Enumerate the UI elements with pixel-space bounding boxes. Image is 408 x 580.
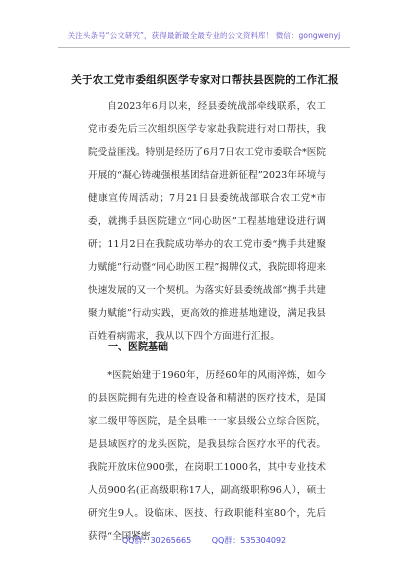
header-promo-text: 关注头条号“公文研究”，获得最新最全最专业的公文资料库！ 微信：gongwenyj xyxy=(67,31,341,40)
footer-qq-group-2: QQ群：535304092 xyxy=(211,536,287,545)
paragraph-hospital-basics: *医院始建于1960年，历经60年的风雨淬炼，如今的县医院拥有先进的检查设备和精湛的医疗技术，是国家二级甲等医院，是全县唯一一家县级公立综合医院，是县域医疗的龙头医院，是我县综合医疗水平的代表。我院开放床位900张，在岗职工1000名，其中专业技术人员900名(正高级职称17人，副高级职称96人），硕士研究生9人。设临床、医技、行政职能科室80个，先后获得“全国紧密 xyxy=(88,370,326,542)
header-divider xyxy=(58,47,350,48)
paragraph-intro: 自2023年6月以来，经县委统战部牵线联系，农工党市委先后三次组织医学专家赴我院进行对口帮扶，我院受益匪浅。特别是经历了6月7日农工党市委联合*医院开展的“凝心铸魂强根基团结奋进新征程”2023年环境与健康宣传周活动；7月21日县委统战部联合农工党*市委，就携手县医院建立“同心助医”工程基地建设进行调研；11月2日在我院成功举办的农工党市委“携手共建聚力赋能”行动暨“同心助医工程”揭牌仪式，我院即将迎来快速发展的又一个契机。为落实好县委统战部“携手共建聚力赋能”行动实践，更高效的推进基地建设，满足我县百姓看病需求，我从以下四个方面进行汇报。 xyxy=(88,101,326,342)
document-title: 关于农工党市委组织医学专家对口帮扶县医院的工作汇报 xyxy=(71,74,339,86)
section-heading-hospital-basics: 一、医院基础 xyxy=(108,342,168,353)
footer-contact xyxy=(0,535,408,546)
footer-qq-group-1: QQ群：30265665 xyxy=(121,536,192,545)
